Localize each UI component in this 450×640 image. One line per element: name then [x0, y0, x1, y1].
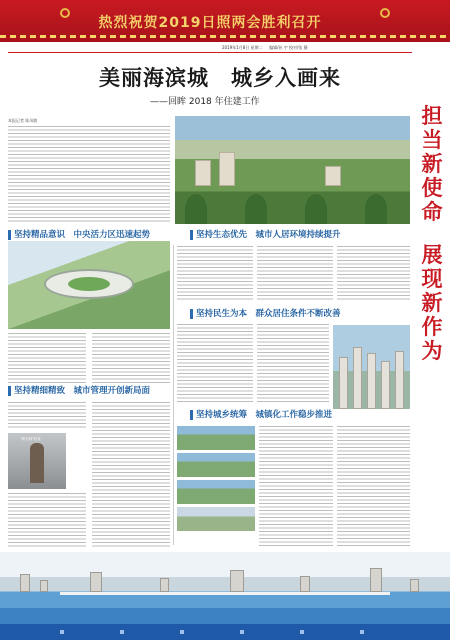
slogan-char: 使	[421, 175, 443, 200]
bridge-shape	[60, 592, 390, 595]
tree-shape	[245, 194, 267, 224]
photo-coastal-panorama	[0, 552, 450, 624]
article-text	[257, 246, 333, 302]
slogan-gap	[420, 224, 444, 243]
footer-bar	[0, 624, 450, 640]
header-rule	[8, 52, 412, 53]
photo-stadium	[8, 241, 170, 329]
article-text	[337, 246, 410, 302]
section-title: 坚持精品意识 中央活力区迅速起势	[14, 230, 151, 240]
issue-meta: 2019年1月8日 星期二 编辑/孙 宇 校对/张 静	[222, 45, 308, 50]
tower-shape	[339, 357, 348, 409]
slogan-char: 展	[421, 242, 443, 267]
skyline-building	[370, 568, 382, 592]
article-text	[8, 493, 86, 547]
article-text	[8, 402, 86, 430]
building-shape	[195, 160, 211, 186]
section-title: 坚持精细精致 城市管理开创新局面	[14, 386, 151, 396]
skyline-building	[90, 572, 102, 592]
top-banner	[0, 0, 450, 42]
footer-dot	[300, 630, 304, 634]
section-bar	[190, 230, 193, 240]
photo-caption: "街长制"检查	[20, 437, 41, 441]
section-bar	[190, 309, 193, 319]
footer-dot	[240, 630, 244, 634]
section-header-1	[8, 228, 170, 242]
page-headline: 美丽海滨城 城乡入画来	[99, 66, 341, 90]
photo-thumb	[177, 480, 255, 504]
banner-title: 热烈祝贺2019日照两会胜利召开	[98, 15, 322, 31]
section-bar	[8, 230, 11, 240]
article-text	[257, 324, 329, 404]
section-header-4	[8, 384, 170, 398]
skyline-building	[40, 580, 48, 592]
skyline-building	[230, 570, 244, 592]
photo-thumb	[177, 426, 255, 450]
lead-paragraph	[8, 126, 170, 224]
section-header-3	[190, 307, 410, 321]
tree-shape	[185, 194, 207, 224]
article-text	[92, 402, 170, 547]
tower-shape	[353, 347, 362, 409]
slogan-char: 作	[421, 314, 443, 339]
person-shape	[30, 443, 44, 483]
footer-dot	[120, 630, 124, 634]
footer-dot	[360, 630, 364, 634]
tower-shape	[381, 361, 390, 409]
tower-shape	[367, 353, 376, 409]
vertical-slogan	[420, 104, 444, 363]
slogan-char: 当	[421, 127, 443, 152]
footer-dot	[180, 630, 184, 634]
tower-shape	[395, 351, 404, 409]
slogan-char: 新	[421, 290, 443, 315]
article-text	[92, 333, 170, 383]
slogan-char: 新	[421, 151, 443, 176]
section-header-2	[190, 228, 410, 242]
photo-residential-towers	[333, 325, 410, 409]
photo-thumb	[177, 453, 255, 477]
section-title: 坚持城乡统筹 城镇化工作稳步推进	[196, 410, 333, 420]
article-text	[8, 333, 86, 383]
column-divider	[173, 245, 174, 545]
tree-shape	[305, 194, 327, 224]
slogan-char: 现	[421, 266, 443, 291]
building-shape	[219, 152, 235, 186]
photo-thumb	[177, 507, 255, 531]
section-bar	[190, 410, 193, 420]
article-text	[177, 246, 253, 302]
footer-dot	[60, 630, 64, 634]
page-subhead: ——回眸 2018 年住建工作	[150, 97, 260, 107]
byline: 本报记者 陈凤敏	[8, 118, 38, 123]
section-title: 坚持民生为本 群众居住条件不断改善	[196, 309, 341, 319]
field-shape	[68, 277, 110, 291]
skyline-building	[410, 579, 419, 592]
building-shape	[325, 166, 341, 186]
slogan-char: 为	[421, 338, 443, 363]
banner-dash-border	[0, 35, 450, 38]
slogan-char: 担	[421, 103, 443, 128]
section-header-5	[190, 408, 410, 422]
section-title: 坚持生态优先 城市人居环境持续提升	[196, 230, 341, 240]
article-text	[259, 426, 333, 547]
skyline-building	[160, 578, 169, 592]
article-text	[337, 426, 410, 547]
slogan-char: 命	[421, 199, 443, 224]
skyline-building	[20, 574, 30, 592]
skyline-building	[300, 576, 310, 592]
photo-park	[175, 116, 410, 224]
article-text	[177, 324, 253, 404]
tree-shape	[365, 194, 387, 224]
section-bar	[8, 386, 11, 396]
